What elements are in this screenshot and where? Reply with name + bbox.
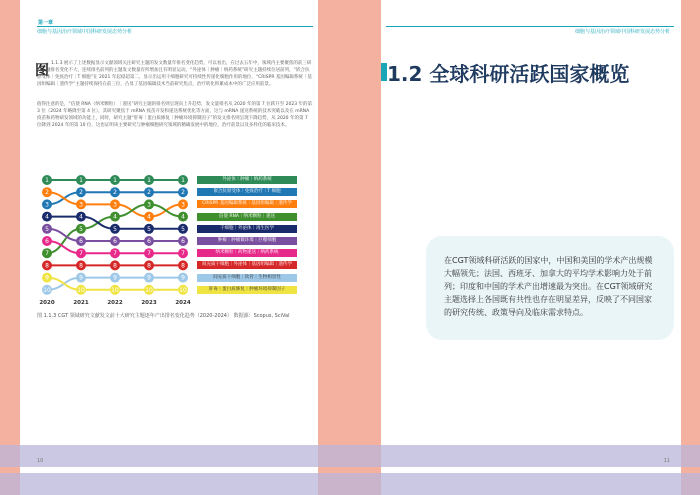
rank-dot-label: 2 [147, 189, 151, 197]
x-tick-label: 2021 [73, 300, 89, 306]
x-tick-label: 2020 [39, 300, 55, 306]
body-paragraph-1: 1.1.3 展示了上述数据显示文献领域关注研究主题的发文数量年排名变化趋势，可以看出，在过去五年中，领域内主要聚焦的前三研究主题排名变化不大，连续排名前列的主题发文数量有所增加且有明显运动。“外泌体｜肿瘤｜纳药系统”研究主题持续位居前列，“嵌合抗原受体｜免疫治疗｜T 细胞”在 2021 年起稳超第二，显示出运用干细胞研究可持续性传递化细胞作用的地位，“CRISPR 基因编辑系统｜基因组编辑｜遗传学”主题持续保持在前三位，凸显了基因编辑技术当前研究焦点，治疗转化积累成本中的广泛应用前景。 [37, 61, 312, 87]
rank-dot-label: 4 [147, 213, 151, 221]
x-tick-label: 2023 [141, 300, 157, 306]
rank-dot-label: 10 [145, 286, 153, 294]
rank-dot-label: 9 [79, 274, 83, 282]
rank-dot-label: 2 [45, 189, 49, 197]
rank-dot-label: 10 [77, 286, 85, 294]
rank-dot-label: 6 [113, 238, 117, 245]
rank-dot-label: 7 [147, 250, 151, 258]
right-header-rule [386, 26, 674, 27]
rank-dot-label: 8 [113, 262, 117, 270]
bottom-band-upper [0, 445, 700, 467]
chapter-label: 第一章 [38, 20, 54, 26]
gutter-strip [318, 0, 381, 495]
rank-dot-label: 5 [147, 225, 151, 233]
rank-dot-label: 9 [45, 274, 49, 282]
body-paragraph-2: 值得注意的是，“信使 RNA（纳米颗粒）｜递送”研究主题的排名则呈现向上升趋势，发文量排名从 2020 年的第 7 位跃升至 2023 年的第 3 位（2024 年略降至第 4 位），其研究聚焦于 mRNA 疫苗开发和递送系统优化等方面，这与 mRNA 递送系统的技术突破以及在 mRNA 疫苗和药物研发领域的功能上，同时，研究主题“肝毒｜蛋白质修复｜肿瘤环境抑制因子”的发文排名则呈现下降趋势，从 2020 年的第 7 位降到 2024 年的第 10 位，这也证明该主要研究与肿瘤细胞研究领域的精确发展中的地位，治疗前景以及多样化的临床技术。 [37, 102, 313, 128]
rank-dot-label: 7 [113, 250, 117, 258]
x-tick-label: 2024 [175, 300, 191, 306]
rank-dot-label: 1 [113, 177, 117, 184]
rank-dot-label: 8 [147, 262, 151, 270]
legend-item: CRISPR 基因编辑系统｜基因组编辑｜遗传学 [197, 200, 297, 208]
rank-dot-label: 3 [181, 201, 185, 209]
bottom-band-lower [0, 473, 700, 495]
legend-item: 肝毒｜蛋白质修复｜肿瘤环境抑制因子 [197, 286, 297, 294]
rank-dot-label: 3 [147, 201, 151, 209]
legend-item: 干细胞｜外泌体｜再生医学 [197, 225, 297, 233]
rank-dot-label: 9 [147, 274, 151, 282]
rank-dot-label: 7 [45, 250, 49, 258]
summary-callout-text: 在CGT领域科研活跃的国家中，中国和美国的学术产出规模大幅领先；法国、西班牙、加拿大的平均学术影响力处于前列；印度和中国的学术产出增速最为突出。在CGT领域研究主题选择上各国既有共性也存在明显差异，反映了不同国家的研究传统、政策导向及临床需求特点。 [444, 256, 653, 317]
x-tick-label: 2022 [107, 300, 123, 306]
rank-dot-label: 7 [79, 250, 83, 258]
rank-dot-label: 9 [181, 274, 185, 282]
right-running-header: 细胞与基因治疗领域中国科研发展态势分析 [574, 29, 670, 35]
rank-dot-label: 10 [179, 286, 187, 294]
left-margin-strip [0, 0, 20, 495]
rank-dot-label: 4 [113, 213, 117, 221]
legend-item: 肿瘤｜肿瘤微环境｜巨噬细胞 [197, 237, 297, 245]
rank-dot-label: 8 [181, 262, 185, 270]
rank-dot-label: 9 [113, 274, 117, 282]
figure-caption: 图 1.1.3 CGT 领域研究文献发文前十大研究主题逐年产出排名变化趋势（2020-2024） 数据源：Scopus, SciVal [37, 313, 290, 319]
rank-dot-label: 2 [79, 189, 83, 197]
drop-cap: 图 [35, 63, 49, 79]
legend-item: 间充质干细胞｜外泌体｜基因组编辑｜遗传学 [197, 261, 297, 269]
rank-dot-label: 10 [111, 286, 119, 294]
rank-dot-label: 4 [181, 213, 185, 221]
rank-dot-label: 6 [181, 238, 185, 245]
rank-dot-label: 8 [45, 262, 49, 270]
legend-item: 嵌合抗原受体｜免疫治疗｜T 细胞 [197, 188, 297, 196]
rank-dot-label: 8 [79, 262, 83, 270]
rank-dot-label: 4 [79, 213, 83, 221]
rank-dot-label: 2 [113, 189, 117, 197]
rank-dot-label: 3 [45, 201, 49, 209]
rank-dot-label: 10 [43, 286, 51, 294]
legend-item: 间充质干细胞｜软骨｜生物相容性 [197, 274, 297, 282]
rank-dot-label: 7 [181, 250, 185, 258]
rank-dot-label: 6 [79, 238, 83, 245]
left-page-number: 10 [37, 458, 44, 464]
rank-dot-label: 5 [79, 225, 83, 233]
legend-item: 外泌体｜肿瘤｜纳药系统 [197, 176, 297, 184]
rank-dot-label: 5 [113, 225, 117, 233]
rank-dot-label: 6 [45, 238, 49, 245]
rank-dot-label: 1 [181, 177, 185, 184]
left-running-header: 细胞与基因治疗领域中国科研发展态势分析 [37, 29, 133, 35]
rank-dot-label: 3 [113, 201, 117, 209]
right-margin-strip [681, 0, 700, 495]
rank-dot-label: 1 [45, 177, 49, 184]
rank-dot-label: 5 [45, 225, 49, 233]
rank-dot-label: 5 [181, 225, 185, 233]
rank-dot-label: 4 [45, 213, 49, 221]
section-title: 1.2 全球科研活跃国家概览 [387, 62, 630, 86]
legend-item: 信使 RNA｜纳米颗粒｜递送 [197, 213, 297, 221]
rank-dot-label: 2 [181, 189, 185, 197]
legend-item: 纳米颗粒｜药物递送｜纳药系统 [197, 249, 297, 257]
rank-dot-label: 3 [79, 201, 83, 209]
rank-dot-label: 1 [147, 177, 151, 184]
left-header-rule [37, 26, 313, 27]
rank-dot-label: 1 [79, 177, 83, 184]
right-page-number: 11 [663, 458, 670, 464]
rank-dot-label: 6 [147, 238, 151, 245]
